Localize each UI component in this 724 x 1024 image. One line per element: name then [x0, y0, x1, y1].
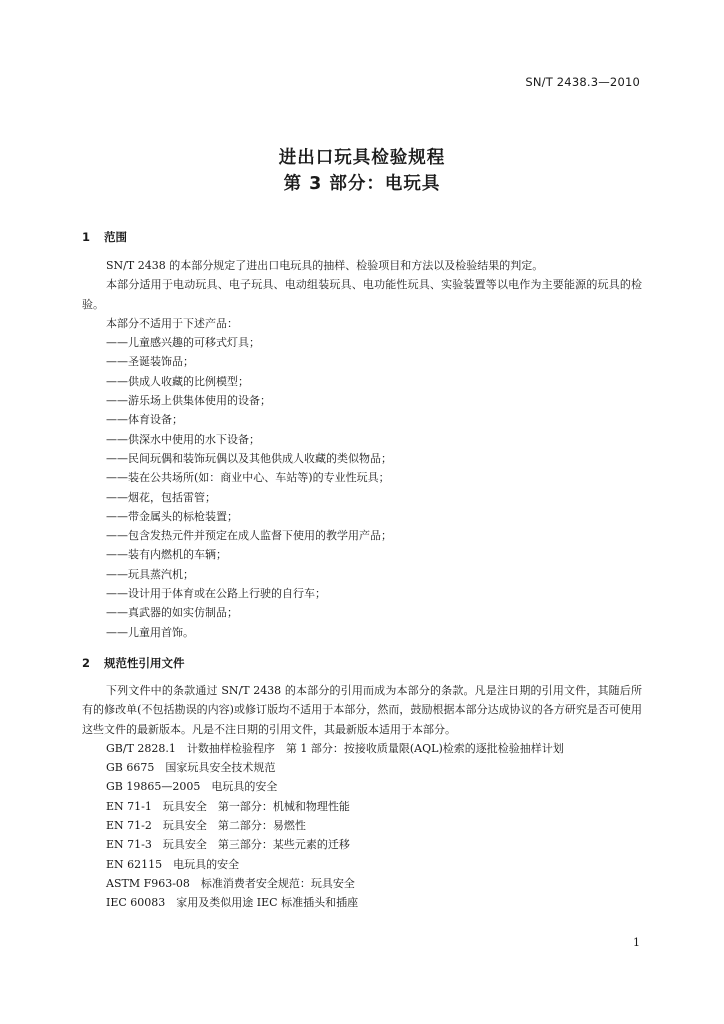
exclusion-item: ——儿童用首饰。: [106, 625, 194, 639]
section-2-number: 2: [82, 656, 91, 670]
exclusion-item: ——供深水中使用的水下设备；: [106, 432, 260, 446]
document-title: 进出口玩具检验规程: [278, 148, 446, 168]
scope-paragraph-2: 本部分适用于电动玩具、电子玩具、电动组装玩具、电功能性玩具、实验装置等以电作为主要能源的玩具的检验。: [82, 278, 642, 311]
section-2-heading: [82, 655, 185, 671]
reference-item: EN 71-1 玩具安全 第一部分：机械和物理性能: [106, 799, 350, 813]
section-2-title: 规范性引用文件: [104, 656, 185, 670]
exclusion-intro: 本部分不适用于下述产品：: [106, 316, 238, 330]
exclusion-item: ——圣诞装饰品；: [106, 355, 194, 369]
exclusion-item: ——装有内燃机的车辆；: [106, 548, 227, 562]
reference-item: EN 71-3 玩具安全 第三部分：某些元素的迁移: [106, 838, 350, 852]
section-1-heading: [82, 229, 127, 245]
exclusion-item: ——玩具蒸汽机；: [106, 567, 194, 581]
section-1-body: [82, 256, 642, 642]
reference-item: ASTM F963-08 标准消费者安全规范：玩具安全: [106, 876, 355, 890]
exclusion-item: ——烟花，包括雷管；: [106, 490, 216, 504]
exclusion-item: ——游乐场上供集体使用的设备；: [106, 394, 271, 408]
exclusion-item: ——带金属头的标枪装置；: [106, 509, 238, 523]
exclusion-item: ——体育设备；: [106, 413, 183, 427]
section-1-title: 范围: [104, 230, 127, 244]
exclusion-item: ——民间玩偶和装饰玩偶以及其他供成人收藏的类似物品；: [106, 451, 392, 465]
reference-item: EN 62115 电玩具的安全: [106, 857, 240, 871]
document-subtitle: 第 3 部分：电玩具: [283, 174, 441, 194]
reference-item: EN 71-2 玩具安全 第二部分：易燃性: [106, 819, 306, 833]
reference-item: GB/T 2828.1 计数抽样检验程序 第 1 部分：按接收质量限(AQL)检索的逐批检验抽样计划: [106, 741, 564, 755]
reference-item: GB 19865—2005 电玩具的安全: [106, 780, 278, 794]
exclusion-item: ——儿童感兴趣的可移式灯具；: [106, 336, 260, 350]
section-1-number: 1: [82, 230, 91, 244]
page-number: 1: [633, 936, 640, 949]
standard-code: SN/T 2438.3—2010: [525, 75, 640, 89]
exclusion-item: ——真武器的如实仿制品；: [106, 606, 238, 620]
scope-paragraph-1: SN/T 2438 的本部分规定了进出口电玩具的抽样、检验项目和方法以及检验结果的判定。: [106, 259, 544, 272]
exclusion-item: ——包含发热元件并预定在成人监督下使用的教学用产品；: [106, 529, 392, 543]
references-paragraph: 下列文件中的条款通过 SN/T 2438 的本部分的引用而成为本部分的条款。凡是注日期的引用文件，其随后所有的修改单(不包括勘误的内容)或修订版均不适用于本部分，然而，鼓励根据本部分达成协议的各方研究是否可使用这些文件的最新版本。凡是不注日期的引用文件，其最新版本适用于本部分。: [82, 684, 642, 736]
exclusion-item: ——设计用于体育或在公路上行驶的自行车；: [106, 587, 326, 601]
section-2-body: [82, 681, 642, 913]
reference-item: IEC 60083 家用及类似用途 IEC 标准插头和插座: [106, 896, 359, 910]
exclusion-item: ——供成人收藏的比例模型；: [106, 374, 249, 388]
exclusion-item: ——装在公共场所(如：商业中心、车站等)的专业性玩具；: [106, 471, 390, 485]
reference-item: GB 6675 国家玩具安全技术规范: [106, 761, 276, 775]
